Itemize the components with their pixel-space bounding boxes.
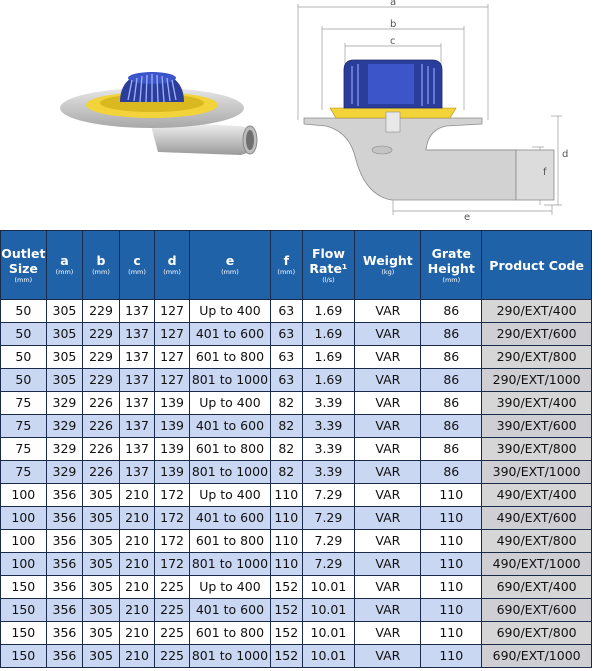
table-cell: 110 bbox=[271, 484, 302, 507]
table-cell: VAR bbox=[355, 392, 421, 415]
product-code-cell: 690/EXT/800 bbox=[482, 622, 592, 645]
table-row bbox=[1, 576, 592, 599]
table-cell: 7.29 bbox=[302, 507, 355, 530]
table-cell: VAR bbox=[355, 300, 421, 323]
table-row bbox=[1, 461, 592, 484]
table-cell: 172 bbox=[155, 507, 190, 530]
table-cell: 1.69 bbox=[302, 323, 355, 346]
table-cell: 305 bbox=[83, 507, 120, 530]
dim-label-c: c bbox=[390, 36, 396, 47]
table-cell: 356 bbox=[46, 599, 83, 622]
table-cell: 75 bbox=[1, 415, 47, 438]
table-cell: 127 bbox=[155, 300, 190, 323]
table-cell: 110 bbox=[421, 507, 482, 530]
table-cell: 356 bbox=[46, 484, 83, 507]
table-cell: VAR bbox=[355, 415, 421, 438]
table-cell: 127 bbox=[155, 346, 190, 369]
table-cell: 137 bbox=[119, 415, 155, 438]
table-cell: 82 bbox=[271, 461, 302, 484]
table-cell: 172 bbox=[155, 530, 190, 553]
column-header-label: e bbox=[225, 253, 235, 268]
table-cell: 10.01 bbox=[302, 576, 355, 599]
column-header-unit: (l/s) bbox=[322, 275, 335, 284]
table-row bbox=[1, 484, 592, 507]
table-cell: 401 to 600 bbox=[189, 599, 270, 622]
column-header-unit: (mm) bbox=[92, 268, 110, 276]
table-cell: 150 bbox=[1, 599, 47, 622]
column-header-label: Product Code bbox=[489, 257, 584, 273]
table-cell: 229 bbox=[83, 346, 120, 369]
table-cell: 3.39 bbox=[302, 438, 355, 461]
product-code-cell: 290/EXT/1000 bbox=[482, 369, 592, 392]
product-code-cell: 290/EXT/800 bbox=[482, 346, 592, 369]
table-cell: 110 bbox=[421, 576, 482, 599]
table-cell: 225 bbox=[155, 576, 190, 599]
product-code-cell: 490/EXT/600 bbox=[482, 507, 592, 530]
table-cell: Up to 400 bbox=[189, 484, 270, 507]
product-code-cell: 490/EXT/800 bbox=[482, 530, 592, 553]
table-cell: 63 bbox=[271, 346, 302, 369]
product-code-cell: 390/EXT/800 bbox=[482, 438, 592, 461]
dim-label-b: b bbox=[390, 19, 397, 30]
table-cell: 401 to 600 bbox=[189, 415, 270, 438]
column-header-label: Weight bbox=[362, 253, 413, 268]
table-cell: 63 bbox=[271, 323, 302, 346]
table-cell: 86 bbox=[421, 369, 482, 392]
column-header-label: Flow Rate¹ bbox=[309, 245, 348, 276]
table-cell: VAR bbox=[355, 461, 421, 484]
table-cell: 82 bbox=[271, 392, 302, 415]
table-cell: 1.69 bbox=[302, 300, 355, 323]
table-cell: 356 bbox=[46, 507, 83, 530]
table-body bbox=[1, 300, 592, 668]
table-row bbox=[1, 438, 592, 461]
product-code-cell: 390/EXT/1000 bbox=[482, 461, 592, 484]
table-cell: 50 bbox=[1, 369, 47, 392]
table-cell: 50 bbox=[1, 346, 47, 369]
table-cell: 305 bbox=[83, 484, 120, 507]
table-cell: 86 bbox=[421, 438, 482, 461]
table-cell: 210 bbox=[119, 553, 155, 576]
table-cell: 110 bbox=[271, 530, 302, 553]
table-cell: 172 bbox=[155, 553, 190, 576]
column-header bbox=[482, 231, 592, 300]
column-header bbox=[1, 231, 47, 300]
table-cell: VAR bbox=[355, 346, 421, 369]
product-code-cell: 490/EXT/400 bbox=[482, 484, 592, 507]
table-row bbox=[1, 369, 592, 392]
table-row bbox=[1, 507, 592, 530]
table-cell: 356 bbox=[46, 530, 83, 553]
column-header bbox=[83, 231, 120, 300]
table-cell: 152 bbox=[271, 599, 302, 622]
table-cell: 3.39 bbox=[302, 392, 355, 415]
specification-table bbox=[0, 230, 592, 668]
table-cell: 152 bbox=[271, 576, 302, 599]
table-cell: 110 bbox=[271, 507, 302, 530]
table-cell: 225 bbox=[155, 622, 190, 645]
table-cell: 63 bbox=[271, 300, 302, 323]
table-cell: 127 bbox=[155, 369, 190, 392]
table-cell: 110 bbox=[421, 599, 482, 622]
table-cell: 401 to 600 bbox=[189, 507, 270, 530]
table-cell: 50 bbox=[1, 300, 47, 323]
table-cell: VAR bbox=[355, 576, 421, 599]
table-cell: 801 to 1000 bbox=[189, 369, 270, 392]
table-cell: 305 bbox=[46, 300, 83, 323]
table-cell: 75 bbox=[1, 392, 47, 415]
table-cell: 110 bbox=[421, 645, 482, 668]
dimension-diagram bbox=[296, 0, 592, 222]
table-cell: 210 bbox=[119, 576, 155, 599]
column-header bbox=[355, 231, 421, 300]
table-cell: 601 to 800 bbox=[189, 438, 270, 461]
table-cell: 139 bbox=[155, 438, 190, 461]
table-cell: 150 bbox=[1, 645, 47, 668]
table-cell: 100 bbox=[1, 530, 47, 553]
table-cell: 329 bbox=[46, 392, 83, 415]
table-cell: 137 bbox=[119, 461, 155, 484]
table-cell: 10.01 bbox=[302, 622, 355, 645]
column-header bbox=[271, 231, 302, 300]
column-header-label: Outlet Size bbox=[1, 245, 46, 276]
table-cell: VAR bbox=[355, 484, 421, 507]
dim-label-d: d bbox=[562, 149, 569, 160]
table-cell: 172 bbox=[155, 484, 190, 507]
table-cell: 63 bbox=[271, 369, 302, 392]
table-cell: 356 bbox=[46, 576, 83, 599]
column-header bbox=[119, 231, 155, 300]
table-cell: 356 bbox=[46, 553, 83, 576]
table-cell: 86 bbox=[421, 346, 482, 369]
table-cell: 210 bbox=[119, 622, 155, 645]
table-cell: 137 bbox=[119, 346, 155, 369]
dim-label-e: e bbox=[464, 212, 471, 222]
table-cell: 86 bbox=[421, 300, 482, 323]
table-cell: 152 bbox=[271, 622, 302, 645]
table-cell: 150 bbox=[1, 622, 47, 645]
product-code-cell: 690/EXT/600 bbox=[482, 599, 592, 622]
column-header-unit: (mm) bbox=[221, 268, 239, 276]
product-photo bbox=[40, 60, 280, 190]
table-cell: 3.39 bbox=[302, 415, 355, 438]
table-cell: 210 bbox=[119, 645, 155, 668]
column-header-unit: (mm) bbox=[442, 275, 461, 284]
table-cell: 226 bbox=[83, 438, 120, 461]
table-cell: 110 bbox=[421, 530, 482, 553]
table-header-row bbox=[1, 231, 592, 300]
column-header-label: Grate Height bbox=[427, 245, 475, 276]
table-cell: Up to 400 bbox=[189, 392, 270, 415]
table-cell: 137 bbox=[119, 438, 155, 461]
table-cell: 110 bbox=[421, 553, 482, 576]
table-cell: VAR bbox=[355, 369, 421, 392]
product-code-cell: 290/EXT/400 bbox=[482, 300, 592, 323]
table-cell: 801 to 1000 bbox=[189, 645, 270, 668]
table-row bbox=[1, 530, 592, 553]
table-cell: 86 bbox=[421, 392, 482, 415]
table-cell: VAR bbox=[355, 645, 421, 668]
table-cell: 226 bbox=[83, 461, 120, 484]
table-cell: VAR bbox=[355, 507, 421, 530]
table-cell: 329 bbox=[46, 415, 83, 438]
table-row bbox=[1, 553, 592, 576]
table-cell: 305 bbox=[83, 576, 120, 599]
table-row bbox=[1, 300, 592, 323]
table-cell: 356 bbox=[46, 645, 83, 668]
product-code-cell: 490/EXT/1000 bbox=[482, 553, 592, 576]
table-cell: 86 bbox=[421, 461, 482, 484]
table-cell: 210 bbox=[119, 530, 155, 553]
table-cell: 152 bbox=[271, 645, 302, 668]
table-cell: VAR bbox=[355, 438, 421, 461]
table-cell: VAR bbox=[355, 599, 421, 622]
table-cell: 86 bbox=[421, 323, 482, 346]
table-row bbox=[1, 323, 592, 346]
column-header-label: c bbox=[133, 253, 141, 268]
table-cell: 75 bbox=[1, 438, 47, 461]
table-cell: 229 bbox=[83, 369, 120, 392]
table-cell: 305 bbox=[83, 530, 120, 553]
table-cell: 305 bbox=[83, 622, 120, 645]
table-cell: 3.39 bbox=[302, 461, 355, 484]
table-cell: 110 bbox=[421, 622, 482, 645]
table-cell: 210 bbox=[119, 507, 155, 530]
table-cell: 137 bbox=[119, 300, 155, 323]
table-cell: Up to 400 bbox=[189, 300, 270, 323]
column-header-label: a bbox=[60, 253, 69, 268]
table-row bbox=[1, 346, 592, 369]
table-cell: 329 bbox=[46, 438, 83, 461]
table-cell: 801 to 1000 bbox=[189, 553, 270, 576]
table-cell: VAR bbox=[355, 622, 421, 645]
product-code-cell: 290/EXT/600 bbox=[482, 323, 592, 346]
column-header bbox=[46, 231, 83, 300]
table-cell: 305 bbox=[83, 645, 120, 668]
column-header bbox=[302, 231, 355, 300]
table-cell: 305 bbox=[46, 369, 83, 392]
table-row bbox=[1, 599, 592, 622]
table-cell: 100 bbox=[1, 553, 47, 576]
column-header-unit: (mm) bbox=[128, 268, 146, 276]
column-header-unit: (mm) bbox=[55, 268, 74, 276]
table-cell: 305 bbox=[46, 323, 83, 346]
product-code-cell: 390/EXT/400 bbox=[482, 392, 592, 415]
table-row bbox=[1, 645, 592, 668]
column-header-unit: (mm) bbox=[14, 275, 33, 284]
table-cell: 601 to 800 bbox=[189, 622, 270, 645]
product-code-cell: 690/EXT/400 bbox=[482, 576, 592, 599]
table-cell: 127 bbox=[155, 323, 190, 346]
table-cell: 801 to 1000 bbox=[189, 461, 270, 484]
table-cell: 356 bbox=[46, 622, 83, 645]
table-cell: 137 bbox=[119, 323, 155, 346]
table-row bbox=[1, 415, 592, 438]
column-header bbox=[189, 231, 270, 300]
table-cell: 150 bbox=[1, 576, 47, 599]
table-cell: 137 bbox=[119, 369, 155, 392]
table-cell: 329 bbox=[46, 461, 83, 484]
table-cell: 7.29 bbox=[302, 484, 355, 507]
table-cell: 137 bbox=[119, 392, 155, 415]
table-cell: 229 bbox=[83, 323, 120, 346]
column-header bbox=[155, 231, 190, 300]
table-cell: VAR bbox=[355, 530, 421, 553]
column-header-unit: (kg) bbox=[381, 268, 395, 276]
table-cell: 82 bbox=[271, 415, 302, 438]
table-cell: 10.01 bbox=[302, 599, 355, 622]
column-header-label: d bbox=[167, 253, 177, 268]
product-code-cell: 390/EXT/600 bbox=[482, 415, 592, 438]
table-cell: 305 bbox=[83, 599, 120, 622]
table-cell: VAR bbox=[355, 553, 421, 576]
table-cell: 75 bbox=[1, 461, 47, 484]
table-cell: 139 bbox=[155, 415, 190, 438]
table-cell: 10.01 bbox=[302, 645, 355, 668]
table-cell: 110 bbox=[271, 553, 302, 576]
column-header-label: b bbox=[96, 253, 106, 268]
table-cell: 50 bbox=[1, 323, 47, 346]
table-cell: 7.29 bbox=[302, 553, 355, 576]
table-cell: 305 bbox=[83, 553, 120, 576]
table-cell: 86 bbox=[421, 415, 482, 438]
table-cell: 139 bbox=[155, 461, 190, 484]
column-header-unit: (mm) bbox=[163, 268, 181, 276]
table-cell: 601 to 800 bbox=[189, 530, 270, 553]
table-cell: 7.29 bbox=[302, 530, 355, 553]
column-header-unit: (mm) bbox=[277, 268, 296, 276]
table-cell: 305 bbox=[46, 346, 83, 369]
table-cell: 1.69 bbox=[302, 346, 355, 369]
product-code-cell: 690/EXT/1000 bbox=[482, 645, 592, 668]
table-row bbox=[1, 392, 592, 415]
table-cell: 1.69 bbox=[302, 369, 355, 392]
table-cell: 226 bbox=[83, 392, 120, 415]
column-header-label: f bbox=[283, 253, 290, 268]
table-cell: 229 bbox=[83, 300, 120, 323]
table-cell: VAR bbox=[355, 323, 421, 346]
dim-label-f: f bbox=[543, 167, 547, 178]
table-cell: Up to 400 bbox=[189, 576, 270, 599]
table-cell: 210 bbox=[119, 599, 155, 622]
table-cell: 225 bbox=[155, 599, 190, 622]
table-cell: 139 bbox=[155, 392, 190, 415]
table-cell: 82 bbox=[271, 438, 302, 461]
table-cell: 225 bbox=[155, 645, 190, 668]
table-cell: 601 to 800 bbox=[189, 346, 270, 369]
table-cell: 100 bbox=[1, 507, 47, 530]
column-header bbox=[421, 231, 482, 300]
dim-label-a: a bbox=[390, 0, 397, 8]
table-cell: 401 to 600 bbox=[189, 323, 270, 346]
table-cell: 210 bbox=[119, 484, 155, 507]
table-cell: 100 bbox=[1, 484, 47, 507]
table-cell: 226 bbox=[83, 415, 120, 438]
table-row bbox=[1, 622, 592, 645]
table-cell: 110 bbox=[421, 484, 482, 507]
